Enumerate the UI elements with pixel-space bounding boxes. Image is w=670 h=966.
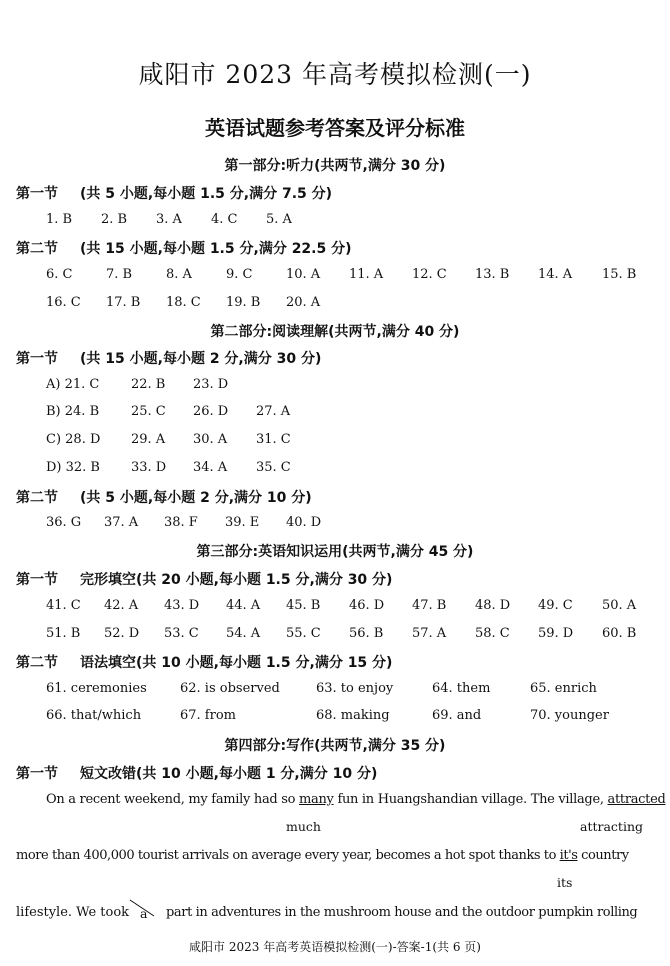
passage-text: country	[577, 848, 629, 863]
answer-row	[0, 295, 670, 315]
answer-item: 55. C	[286, 626, 321, 641]
answer-item: 36. G	[46, 515, 82, 530]
section-desc: (共 15 小题,每小题 2 分,满分 30 分)	[80, 351, 322, 367]
answer-item: 54. A	[226, 626, 261, 641]
answer-item: 49. C	[538, 598, 573, 613]
section-label: 第一节	[16, 186, 58, 202]
section-desc: (共 5 小题,每小题 1.5 分,满分 7.5 分)	[80, 186, 333, 202]
answer-item: 8. A	[166, 267, 192, 282]
answer-item: 50. A	[602, 598, 637, 613]
part1-sec1-heading	[16, 183, 332, 203]
answer-item: 13. B	[475, 267, 510, 282]
answer-item: 12. C	[412, 267, 447, 282]
passage-text: On a recent weekend, my family had so	[46, 792, 299, 807]
deleted-word: a	[140, 906, 148, 921]
answer-item: 35. C	[256, 460, 291, 475]
answer-row	[0, 212, 670, 232]
part1-sec2-heading	[16, 238, 352, 258]
page-subtitle: 英语试题参考答案及评分标准	[205, 116, 465, 140]
error-word: attracted	[607, 792, 666, 807]
answer-item: 42. A	[104, 598, 139, 613]
answer-row	[0, 432, 670, 452]
answer-item: 43. D	[164, 598, 200, 613]
error-word: it's	[559, 848, 578, 863]
answer-item: 69. and	[432, 708, 482, 723]
answer-item: 47. B	[412, 598, 447, 613]
answer-item: 34. A	[193, 460, 228, 475]
section-desc: 语法填空(共 10 小题,每小题 1.5 分,满分 15 分)	[80, 655, 393, 671]
answer-row	[0, 377, 670, 397]
part3-sec2-heading	[16, 652, 392, 672]
section-label: 第二节	[16, 241, 58, 257]
answer-item: 6. C	[46, 267, 73, 282]
answer-item: A) 21. C	[46, 377, 100, 392]
page-footer: 咸阳市 2023 年高考英语模拟检测(一)-答案-1(共 6 页)	[189, 940, 481, 954]
answer-item: 58. C	[475, 626, 510, 641]
page-title: 咸阳市 2023 年高考模拟检测(一)	[138, 60, 532, 89]
answer-item: 22. B	[131, 377, 166, 392]
answer-item: 62. is observed	[180, 681, 280, 696]
answer-item: 16. C	[46, 295, 81, 310]
answer-row	[0, 681, 670, 701]
answer-item: 51. B	[46, 626, 81, 641]
answer-item: 40. D	[286, 515, 322, 530]
answer-item: 2. B	[101, 212, 128, 227]
answer-row	[0, 404, 670, 424]
answer-item: 1. B	[46, 212, 73, 227]
answer-item: C) 28. D	[46, 432, 101, 447]
section-label: 第一节	[16, 572, 58, 588]
answer-item: 25. C	[131, 404, 166, 419]
section-desc: 完形填空(共 20 小题,每小题 1.5 分,满分 30 分)	[80, 572, 393, 588]
part2-sec1-heading	[16, 348, 321, 368]
part2-heading: 第二部分:阅读理解(共两节,满分 40 分)	[210, 324, 460, 340]
answer-item: 48. D	[475, 598, 511, 613]
answer-row	[0, 460, 670, 480]
section-desc: (共 5 小题,每小题 2 分,满分 10 分)	[80, 490, 312, 506]
answer-item: 7. B	[106, 267, 133, 282]
correction-word: its	[557, 875, 573, 890]
passage-text: fun in Huangshandian village. The village,	[333, 792, 608, 807]
passage-line-3-start: lifestyle. We took	[16, 905, 130, 920]
answer-item: 41. C	[46, 598, 81, 613]
error-word: many	[299, 792, 334, 807]
section-label: 第二节	[16, 655, 58, 671]
answer-item: 57. A	[412, 626, 447, 641]
answer-row	[0, 626, 670, 646]
answer-item: 53. C	[164, 626, 199, 641]
answer-item: 4. C	[211, 212, 238, 227]
answer-item: 11. A	[349, 267, 384, 282]
answer-item: 56. B	[349, 626, 384, 641]
part4-sec1-heading	[16, 763, 377, 783]
section-desc: 短文改错(共 10 小题,每小题 1 分,满分 10 分)	[80, 766, 378, 782]
answer-item: 68. making	[316, 708, 390, 723]
answer-row	[0, 598, 670, 618]
answer-item: 27. A	[256, 404, 291, 419]
answer-item: 63. to enjoy	[316, 681, 394, 696]
answer-item: 44. A	[226, 598, 261, 613]
answer-item: 5. A	[266, 212, 292, 227]
answer-item: D) 32. B	[46, 460, 100, 475]
answer-item: 70. younger	[530, 708, 609, 723]
answer-row	[0, 267, 670, 287]
answer-item: 33. D	[131, 460, 167, 475]
answer-item: 65. enrich	[530, 681, 597, 696]
answer-item: 20. A	[286, 295, 321, 310]
answer-item: 31. C	[256, 432, 291, 447]
answer-item: 61. ceremonies	[46, 681, 147, 696]
passage-line-1	[46, 792, 666, 807]
answer-item: 45. B	[286, 598, 321, 613]
correction-word: much	[286, 819, 321, 834]
answer-item: 29. A	[131, 432, 166, 447]
answer-item: 10. A	[286, 267, 321, 282]
correction-word: attracting	[580, 819, 644, 834]
part1-heading: 第一部分:听力(共两节,满分 30 分)	[224, 158, 446, 174]
answer-item: 39. E	[225, 515, 260, 530]
answer-item: 30. A	[193, 432, 228, 447]
passage-line-3-end: part in adventures in the mushroom house and the outdoor pumpkin rolling	[166, 905, 638, 920]
section-label: 第一节	[16, 351, 58, 367]
answer-item: B) 24. B	[46, 404, 100, 419]
answer-item: 15. B	[602, 267, 637, 282]
part3-sec1-heading	[16, 569, 392, 589]
answer-item: 26. D	[193, 404, 229, 419]
answer-item: 19. B	[226, 295, 261, 310]
section-desc: (共 15 小题,每小题 1.5 分,满分 22.5 分)	[80, 241, 352, 257]
answer-row	[0, 515, 670, 535]
answer-item: 3. A	[156, 212, 182, 227]
answer-item: 64. them	[432, 681, 491, 696]
answer-item: 60. B	[602, 626, 637, 641]
answer-item: 67. from	[180, 708, 236, 723]
answer-item: 59. D	[538, 626, 574, 641]
answer-item: 46. D	[349, 598, 385, 613]
part2-sec2-heading	[16, 487, 312, 507]
answer-item: 9. C	[226, 267, 253, 282]
answer-item: 18. C	[166, 295, 201, 310]
part3-heading: 第三部分:英语知识运用(共两节,满分 45 分)	[196, 544, 474, 560]
passage-text: more than 400,000 tourist arrivals on average every year, becomes a hot spot thanks to	[16, 848, 560, 863]
answer-item: 52. D	[104, 626, 140, 641]
answer-item: 17. B	[106, 295, 141, 310]
answer-item: 37. A	[104, 515, 139, 530]
answer-row	[0, 708, 670, 728]
answer-item: 14. A	[538, 267, 573, 282]
section-label: 第一节	[16, 766, 58, 782]
section-label: 第二节	[16, 490, 58, 506]
passage-line-2	[16, 848, 629, 863]
answer-item: 66. that/which	[46, 708, 142, 723]
answer-item: 38. F	[164, 515, 198, 530]
part4-heading: 第四部分:写作(共两节,满分 35 分)	[224, 738, 446, 754]
answer-item: 23. D	[193, 377, 229, 392]
